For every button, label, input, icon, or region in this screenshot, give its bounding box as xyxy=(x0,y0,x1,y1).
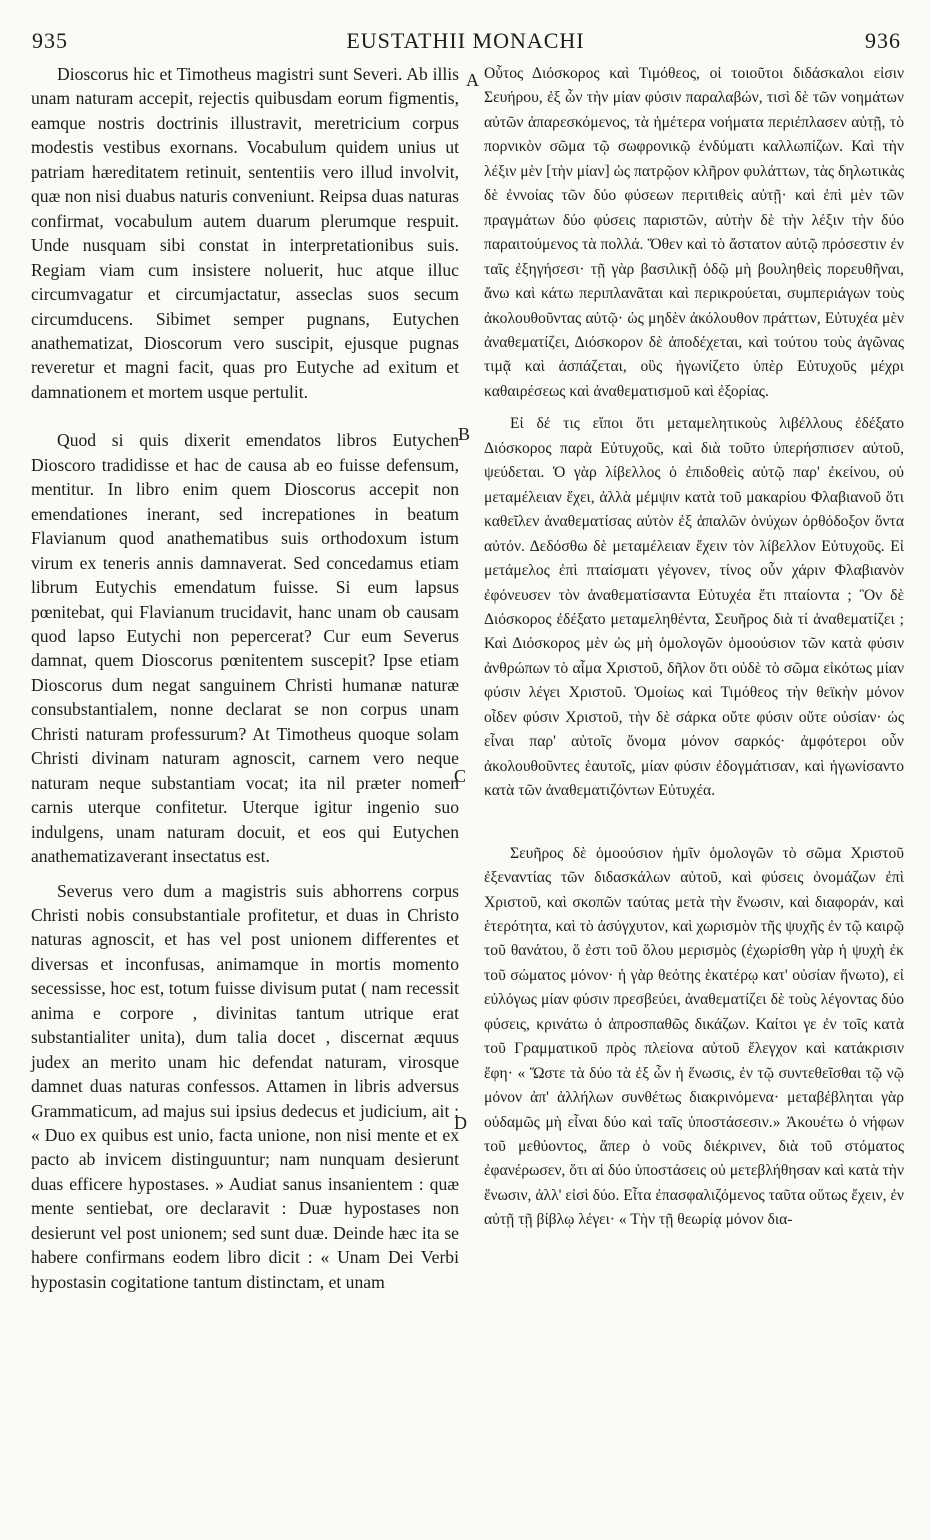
greek-paragraph-3: Σευῆρος δὲ ὁμοούσιον ἡμῖν ὁμολογῶν τὸ σῶμα Χριστοῦ ἐξεναντίας τῶν διδασκάλων αὐτοῦ, καὶ φύσεις ὀνομάζων ἐπὶ Χριστοῦ, καὶ σκοπῶν ταύτας μετὰ τὴν ἕνωσιν, καὶ διαφοράν, καὶ ἑτερότητα, καὶ τὸ ἀσύγχυτον, καὶ χωρισμὸν τῆς ψυχῆς ἐν τῷ καιρῷ τοῦ θανάτου, ὅ ἐστι τοῦ ὅλου μερισμὸς (ἐχωρίσθη γὰρ ἡ ψυχὴ ἐκ τοῦ σώματος μόνον· ἡ γὰρ θεότης ἑκατέρῳ κατ' οὐσίαν ἥνωτο), εἰ εὐλόγως μίαν φύσιν πρεσβεύει, ἀναθεματίζει δὲ τοὺς λέγοντας δύο φύσεις, κρινάτω ὁ ἀπροσπαθῶς δικάζων. Καίτοι γε ἐν τοῖς κατὰ τοῦ Γραμματικοῦ πρὸς πλείονα αὐτοῦ ἔλεγχον καὶ κατάκρισιν ἔφη· « Ὥστε τὰ δύο τὰ ἐξ ὧν ἡ ἕνωσις, ἐν τῷ συντεθεῖσθαι τῷ νῷ μόνον ἀπ' ἀλλήλων συνθέτως διακρινόμενα· μεταβέβληται γὰρ οὐδαμῶς μὴ εἶναι δύο καὶ ταῖς ὑποστάσεσιν.» Ἀκουέτω ὁ νήφων τοῦ μεθύοντος, ἅπερ ὁ νοῦς διέκρινεν, διὰ τοῦ στόματος ἐφανέρωσεν, ὅτι αἱ δύο ὑποστάσεις οὐ μετεβλήθησαν καὶ κατὰ τὴν ἕνωσιν, ἀλλ' εἰσὶ δύο. Εἶτα ἐπασφαλιζόμενος ταῦτα οὕτως ἔχειν, ἐν αὐτῇ τῇ βίβλῳ λέγει· « Τὴν τῇ θεωρίᾳ μόνον δια- xyxy=(484,844,904,1229)
running-header xyxy=(0,28,931,58)
margin-marker-c: C xyxy=(454,766,467,786)
page-number-left: 935 xyxy=(32,28,68,53)
latin-paragraph-3: Severus vero dum a magistris suis abhorrens corpus Christi nobis consubstantiale profitetur, et duas in Christo naturas agnoscit, et has vel post unionem differentes et diversas et inconfusas, animamque in mortis momento secessisse, hoc est, totum fuisse divisum putat ( nam recessit anima e corpore , divinitas tantum utrique erat substantialiter unita), dum talia docet , discernat æquus judex an merito unam hic defendat naturam, virosque damnet duas naturas confessos. Attamen in libris adversus Grammaticum, ad majus sui ipsius dedecus et judicium, ait : « Duo ex quibus est unio, facta unione, non nisi mente et ex pacto ab invicem distinguuntur; nam nunquam desierunt duas efficere hypostases. » Audiat sanus insanientem : quæ mente sentiebat, ore declaravit : Duæ hypostases non desierunt vel post unionem; sed sunt duæ. Deinde hæc ita se habere confirmans eodem libro dicit : « Unam Dei Verbi hypostasin cogitatione tantum distinctam, et unam xyxy=(31,880,459,1292)
latin-column xyxy=(31,62,459,1294)
greek-column xyxy=(484,62,904,1233)
margin-marker-b: B xyxy=(458,424,471,444)
latin-paragraph-1: Dioscorus hic et Timotheus magistri sunt Severi. Ab illis unam naturam accepit, rejectis quibusdam eorum figmentis, eamque nostris doctrinis illustravit, meretricium corpus modestis vestibus exornans. Vocabulum quidem unius ut patriam hæreditatem retinuit, sententiis vero illud involvit, quæ non nisi duabus naturis conveniunt. Reipsa duas naturas confirmat, vocabulum autem duarum plerumque respuit. Unde nusquam sibi constat in interpretationibus suis. Regiam viam cum insistere noluerit, huc atque illuc circumvagatur et circumjactatur, asseclas suos secum circumducens. Sibimet semper pugnans, Eutychen anathematizat, Dioscorum vero suscipit, ejusque pugnas reveretur et magni facit, quas pro Eutyche ad exitum et damnationem et mortem usque pertulit. xyxy=(31,64,459,402)
greek-paragraph-2: Εἰ δέ τις εἴποι ὅτι μεταμελητικοὺς λιβέλλους ἐδέξατο Διόσκορος παρὰ Εὐτυχοῦς, καὶ διὰ τοῦτο ὑπερήσπισεν αὐτοῦ, ψεύδεται. Ὁ γὰρ λίβελλος ὁ ἐπιδοθεὶς αὐτῷ παρ' ἐκείνου, οὐ μεταμέλειαν ἔχει, ἀλλὰ μέμψιν κατὰ τοῦ μακαρίου Φλαβιανοῦ ὅτι καθεῖλεν ἀναθεματίσας αὐτὸν ἐξ ἁπαλῶν ὀνύχων ὀρθόδοξον ὄντα αὐτόν. Δεδόσθω δὲ μεταμέλειαν ἔχειν τὸν λίβελλον Εὐτυχοῦς. Εἰ μετάμελος ἐπὶ πταίσματι γέγονεν, τίνος οὖν χάριν Φλαβιανὸν ἐφόνευσεν τὸν ἀναθεματίσαντα Εὐτυχέα ἔτι πταίοντα ; Ὃν δὲ Διόσκορος ἐδέξατο μεταμεληθέντα, Σευῆρος διὰ τί ἀναθεματίζει ; Καὶ Διόσκορος μὲν ὡς μὴ ὁμολογῶν ὁμοούσιον τῶν κατὰ φύσιν ἀνθρώπων τὸ αἷμα Χριστοῦ, δῆλον ὅτι οὐδὲ τὸ σῶμα εἰκότως μίαν φύσιν λέγει Χριστοῦ. Ὁμοίως καὶ Τιμόθεος τὴν θεϊκὴν μόνον οἶδεν φύσιν Χριστοῦ, τὴν δὲ σάρκα οὔτε φύσιν οὔτε οὐσίαν· ὡς εἶναι παρ' αὐτοῖς ὄνομα μόνον σαρκός· ἀμφότεροι οὖν ἀκολουθοῦντες ἑαυτοῖς, μίαν φύσιν ἐδογμάτισαν, καὶ ἠγωνίσαντο κατὰ τῶν ἀναθεματιζόντων Εὐτυχέα. xyxy=(484,415,904,800)
page-number-right: 936 xyxy=(865,28,901,53)
greek-paragraph-1: Οὗτος Διόσκορος καὶ Τιμόθεος, οἱ τοιοῦτοι διδάσκαλοι εἰσιν Σευήρου, ἐξ ὧν τὴν μίαν φύσιν παραλαβών, τισὶ δὲ τῶν νοημάτων αὐτῶν ἀπαρεσκόμενος, τὰ ἡμέτερα νοήματα περιέπλασεν αὐτῇ, τὸ πορνικὸν σῶμα τῷ σωφρονικῷ ἐνδύματι καλλωπίζων. Καὶ τὴν λέξιν μὲν [τὴν μίαν] ὡς πατρῷον κλῆρον φυλάττων, τὰς δηλωτικὰς δὲ ἐννοίας τῶν δύο φύσεων περιτιθεὶς αὐτῇ· καὶ ἐπὶ μὲν τῶν πραγμάτων δύο φύσεις παριστῶν, αὐτὴν δὲ τὴν λέξιν τὴν δύο παραιτούμενος τὰ πολλά. Ὅθεν καὶ τὸ ἄστατον αὐτῷ πρόσεστιν ἐν ταῖς ἐξηγήσεσι· τῇ γὰρ βασιλικῇ ὁδῷ μὴ βουληθεὶς πορευθῆναι, ἄνω καὶ κάτω περιπλανᾶται καὶ περικρούεται, συμπεριάγων τοὺς ἀκολουθοῦντας αὐτῷ· ὡς μηδὲν ἀκόλουθον πράττων, Εὐτυχέα μὲν ἀναθεματίζει, Διόσκορον δὲ ἀποδέχεται, καὶ τούτου τοὺς ἀγῶνας τιμᾷ καὶ ἀσπάζεται, οὓς ἠγωνίζετο ὑπὲρ Εὐτυχοῦς μέχρι καθαιρέσεως καὶ ἀναθεματισμοῦ καὶ ἐξορίας. xyxy=(484,65,904,400)
margin-marker-a: A xyxy=(466,70,479,90)
latin-paragraph-2: Quod si quis dixerit emendatos libros Eutychen Dioscoro tradidisse et hac de causa ab eo fuisse defensum, mentitur. In libro enim quem Dioscorus accepit non emendationes inerant, sed increpationes in beatum Flavianum quod anathematibus suis orthodoxum istum virum ex teneris annis damnaverat. Sed concedamus etiam librum Eutychis emendatum fuisse. Si eum lapsus pœnitebat, qui Flavianum trucidavit, hanc unam ob causam quod lapso Eutychi non pepercerat? Cur eum Severus damnat, quem Dioscorus pœnitentem suscepit? Ipse etiam Dioscorus dum negat sanguinem Christi humanæ naturæ consubstantialem, nonne declarat se non corpus unam Christi naturam professurum? At Timotheus quoque solam Christi divinam naturam agnoscit, carnem vero neque naturam neque substantiam vocat; ita nil præter nomen carnis uterque confitetur. Uterque igitur ingenio suo indulgens, unam naturam docuit, et eos qui Eutychen anathematizaverant insectatus est. xyxy=(31,430,459,867)
running-title: EUSTATHII MONACHI xyxy=(346,28,585,53)
margin-marker-d: D xyxy=(454,1113,467,1133)
